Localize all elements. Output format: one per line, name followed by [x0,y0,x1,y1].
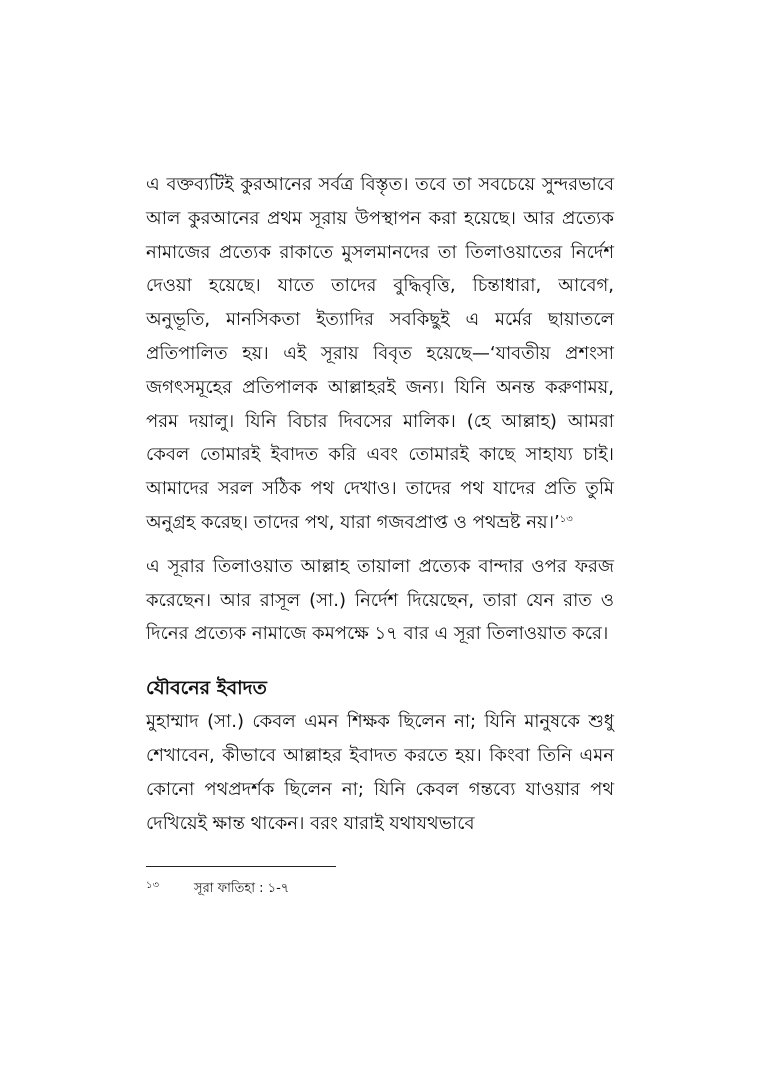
footnote [146,876,614,899]
footnote-reference: ১৩ [559,513,573,525]
paragraph-1-text: এ বক্তব্যটিই কুরআনের সর্বত্র বিস্তৃত। তবে তা সবচেয়ে সুন্দরভাবে আল কুরআনের প্রথম সূরায় উপস্থাপন করা হয়েছে। আর প্রত্যেক নামাজের প্রত্যেক রাকাতে মুসলমানদের তা তিলাওয়াতের নির্দেশ দেওয়া হয়েছে। যাতে তাদের বুদ্ধিবৃত্তি, চিন্তাধারা, আবেগ, অনুভূতি, মানসিকতা ইত্যাদির সবকিছুই এ মর্মের ছায়াতলে প্রতিপালিত হয়। এই সূরায় বিবৃত হয়েছে—‘যাবতীয় প্রশংসা জগৎসমূহের প্রতিপালক আল্লাহরই জন্য। যিনি অনন্ত করুণাময়, পরম দয়ালু। যিনি বিচার দিবসের মালিক। (হে আল্লাহ) আমরা কেবল তোমারই ইবাদত করি এবং তোমারই কাছে সাহায্য চাই। আমাদের সরল সঠিক পথ দেখাও। তাদের পথ যাদের প্রতি তুমি অনুগ্রহ করেছ। তাদের পথ, যারা গজবপ্রাপ্ত ও পথভ্রষ্ট নয়।’ [146,174,614,533]
paragraph-3: মুহাম্মাদ (সা.) কেবল এমন শিক্ষক ছিলেন না; যিনি মানুষকে শুধু শেখাবেন, কীভাবে আল্লাহর ইবাদত করতে হয়। কিংবা তিনি এমন কোনো পথপ্রদর্শক ছিলেন না; যিনি কেবল গন্তব্যে যাওয়ার পথ দেখিয়েই ক্ষান্ত থাকেন। বরং যারাই যথাযথভাবে [146,711,614,834]
paragraph-1 [146,168,614,540]
footnote-divider [146,866,336,867]
footnote-text: সূরা ফাতিহা : ১-৭ [194,881,290,896]
paragraph-2: এ সূরার তিলাওয়াত আল্লাহ তায়ালা প্রত্যেক বান্দার ওপর ফরজ করেছেন। আর রাসূল (সা.) নির্দেশ দিয়েছেন, তারা যেন রাত ও দিনের প্রত্যেক নামাজে কমপক্ষে ১৭ বার এ সূরা তিলাওয়াত করে। [146,555,614,645]
body-text [146,168,614,840]
section-heading: যৌবনের ইবাদত [146,677,267,700]
footnote-mark: ১৩ [146,880,159,891]
